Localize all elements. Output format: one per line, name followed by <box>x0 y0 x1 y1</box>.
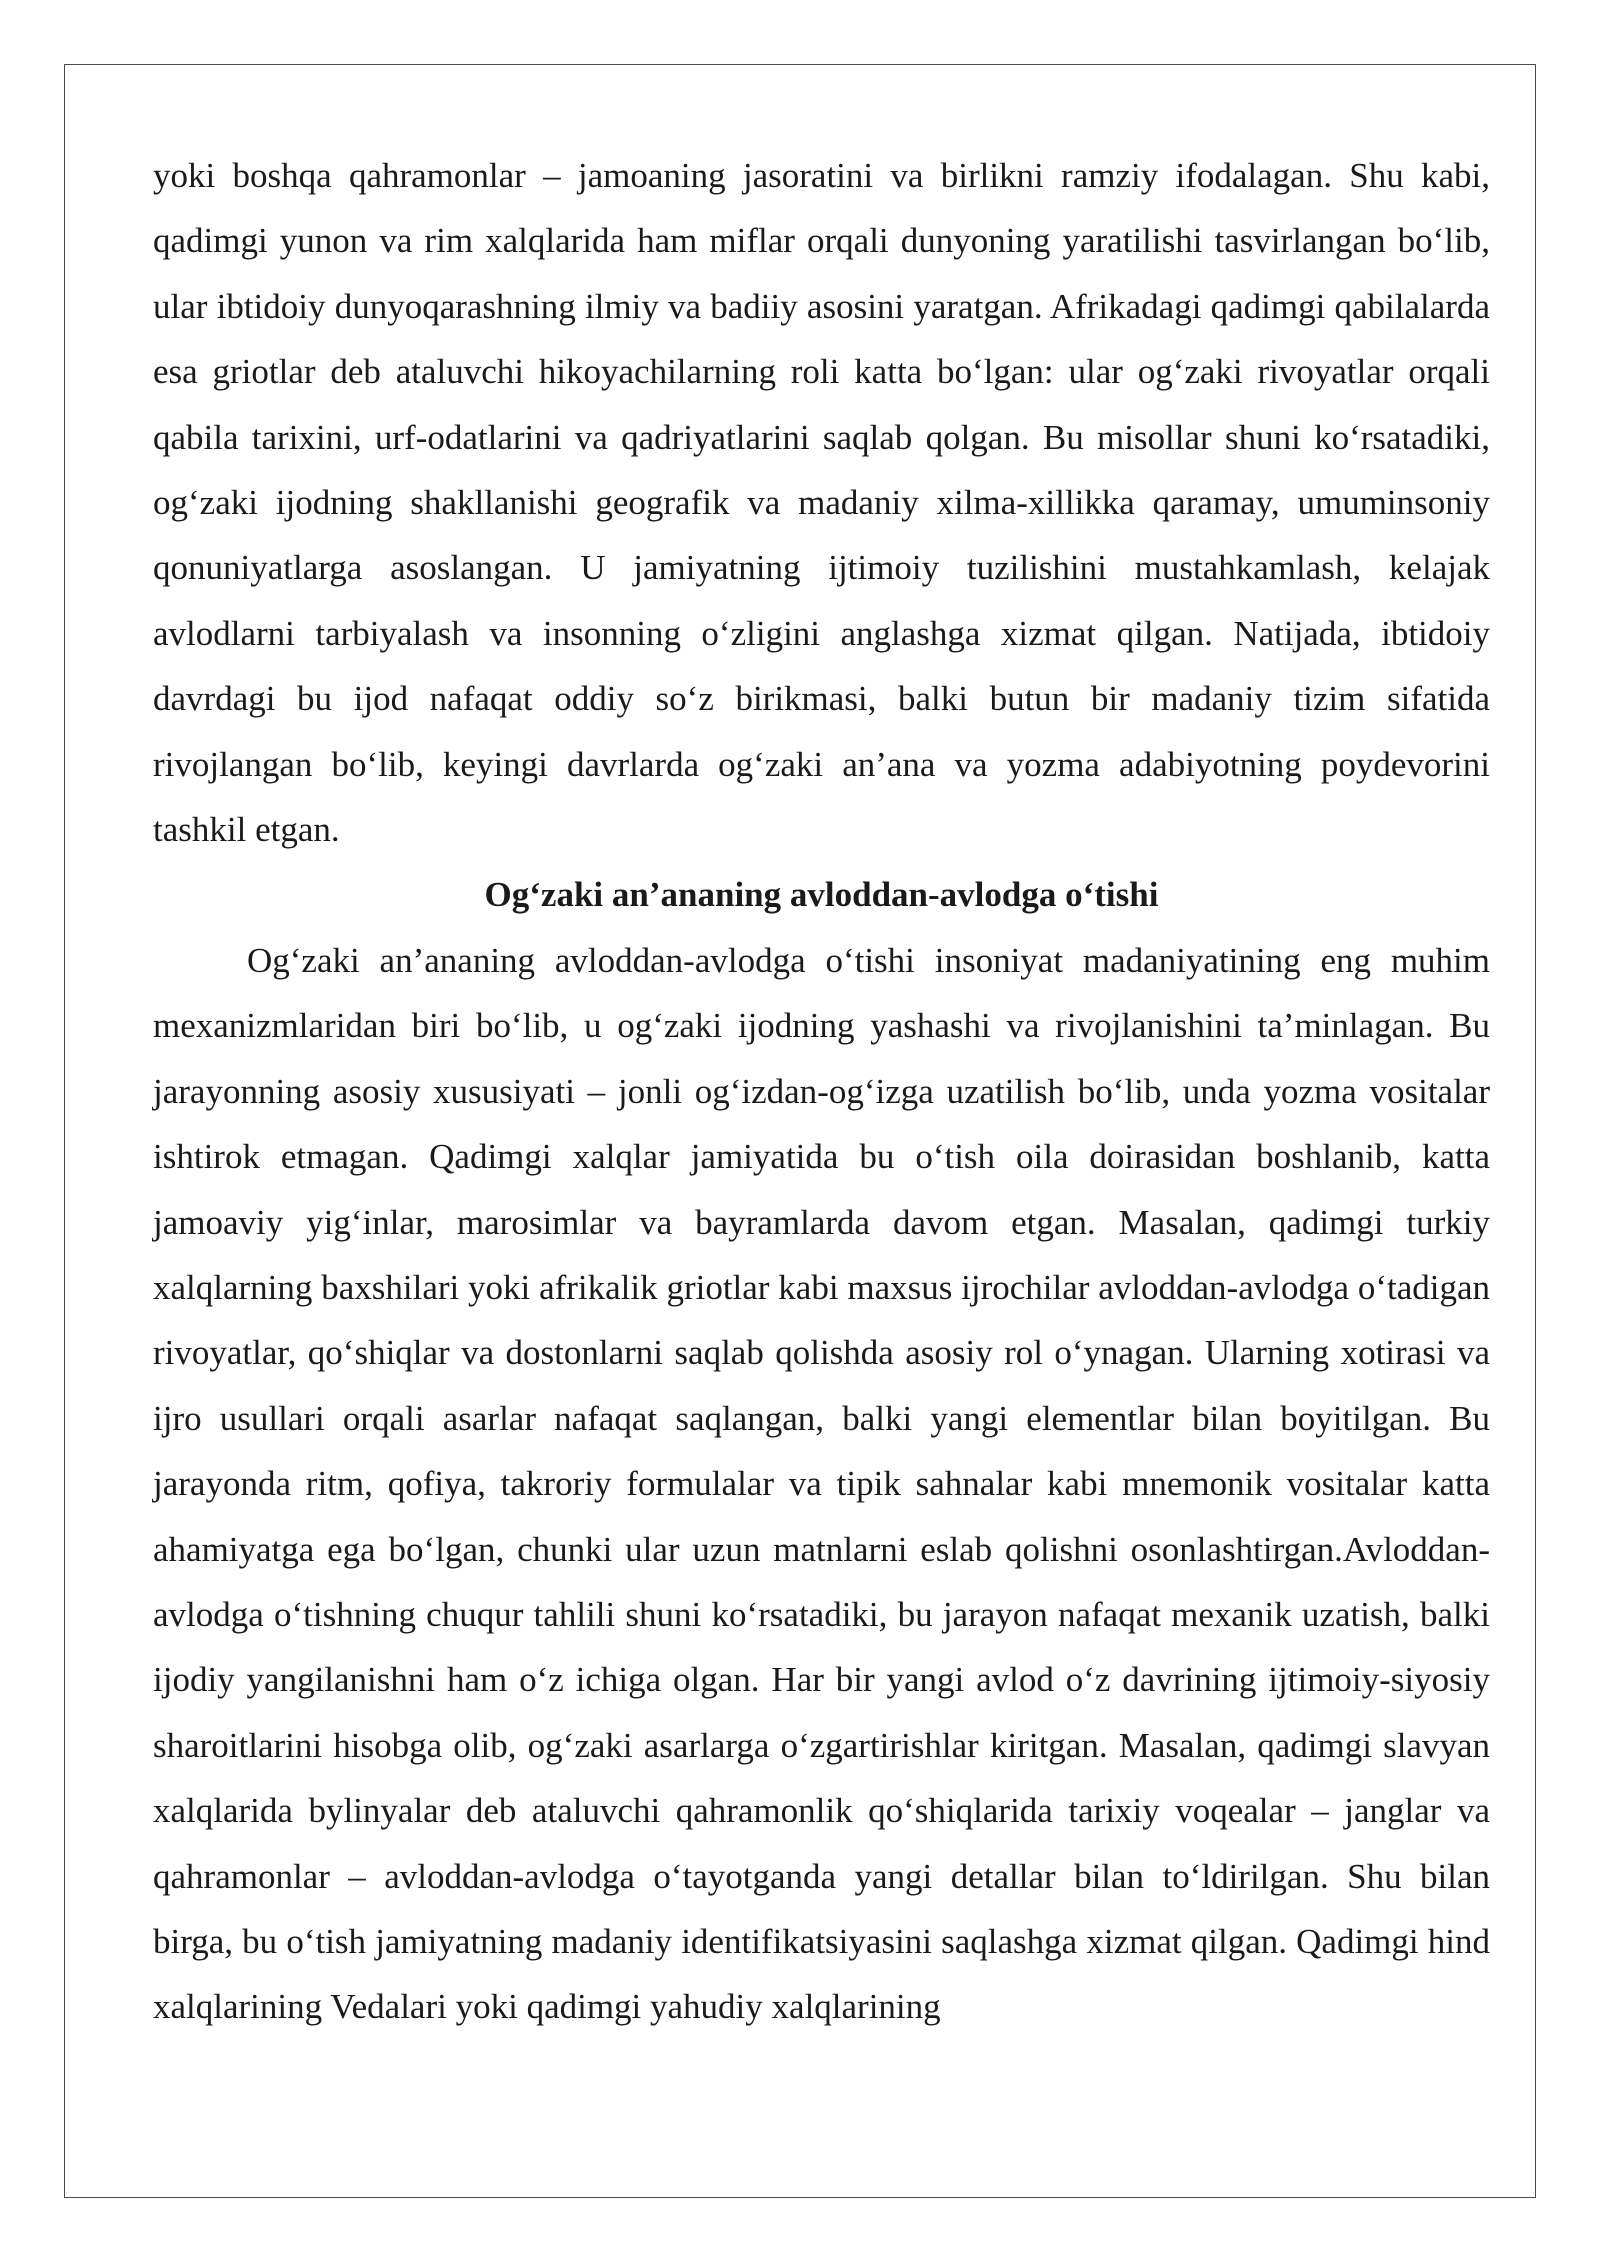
body-paragraph-1: yoki boshqa qahramonlar – jamoaning jasoratini va birlikni ramziy ifodalagan. Shu kabi, qadimgi yunon va rim xalqlarida ham miflar orqali dunyoning yaratilishi tasvirlangan boʻlib, ular ibtidoiy dunyoqarashning ilmiy va badiiy asosini yaratgan. Afrikadagi qadimgi qabilalarda esa griotlar deb ataluvchi hikoyachilarning roli katta boʻlgan: ular ogʻzaki rivoyatlar orqali qabila tarixini, urf-odatlarini va qadriyatlarini saqlab qolgan. Bu misollar shuni koʻrsatadiki, ogʻzaki ijodning shakllanishi geografik va madaniy xilma-xillikka qaramay, umuminsoniy qonuniyatlarga asoslangan. U jamiyatning ijtimoiy tuzilishini mustahkamlash, kelajak avlodlarni tarbiyalash va insonning oʻzligini anglashga xizmat qilgan. Natijada, ibtidoiy davrdagi bu ijod nafaqat oddiy soʻz birikmasi, balki butun bir madaniy tizim sifatida rivojlangan boʻlib, keyingi davrlarda ogʻzaki an’ana va yozma adabiyotning poydevorini tashkil etgan. <box>153 156 1490 850</box>
section-heading: Ogʻzaki an’ananing avloddan-avlodga oʻtishi <box>484 875 1159 915</box>
body-paragraph-2: Ogʻzaki an’ananing avloddan-avlodga oʻtishi insoniyat madaniyatining eng muhim mexanizmlaridan biri boʻlib, u ogʻzaki ijodning yashashi va rivojlanishini ta’minlagan. Bu jarayonning asosiy xususiyati – jonli ogʻizdan-ogʻizga uzatilish boʻlib, unda yozma vositalar ishtirok etmagan. Qadimgi xalqlar jamiyatida bu oʻtish oila doirasidan boshlanib, katta jamoaviy yigʻinlar, marosimlar va bayramlarda davom etgan. Masalan, qadimgi turkiy xalqlarning baxshilari yoki afrikalik griotlar kabi maxsus ijrochilar avloddan-avlodga oʻtadigan rivoyatlar, qoʻshiqlar va dostonlarni saqlab qolishda asosiy rol oʻynagan. Ularning xotirasi va ijro usullari orqali asarlar nafaqat saqlangan, balki yangi elementlar bilan boyitilgan. Bu jarayonda ritm, qofiya, takroriy formulalar va tipik sahnalar kabi mnemonik vositalar katta ahamiyatga ega boʻlgan, chunki ular uzun matnlarni eslab qolishni osonlashtirgan.Avloddan-avlodga oʻtishning chuqur tahlili shuni koʻrsatadiki, bu jarayon nafaqat mexanik uzatish, balki ijodiy yangilanishni ham oʻz ichiga olgan. Har bir yangi avlod oʻz davrining ijtimoiy-siyosiy sharoitlarini hisobga olib, ogʻzaki asarlarga oʻzgartirishlar kiritgan. Masalan, qadimgi slavyan xalqlarida bylinyalar deb ataluvchi qahramonlik qoʻshiqlarida tarixiy voqealar – janglar va qahramonlar – avloddan-avlodga oʻtayotganda yangi detallar bilan toʻldirilgan. Shu bilan birga, bu oʻtish jamiyatning madaniy identifikatsiyasini saqlashga xizmat qilgan. Qadimgi hind xalqlarining Vedalari yoki qadimgi yahudiy xalqlarining <box>153 940 1490 2027</box>
document-body <box>153 143 1490 2040</box>
